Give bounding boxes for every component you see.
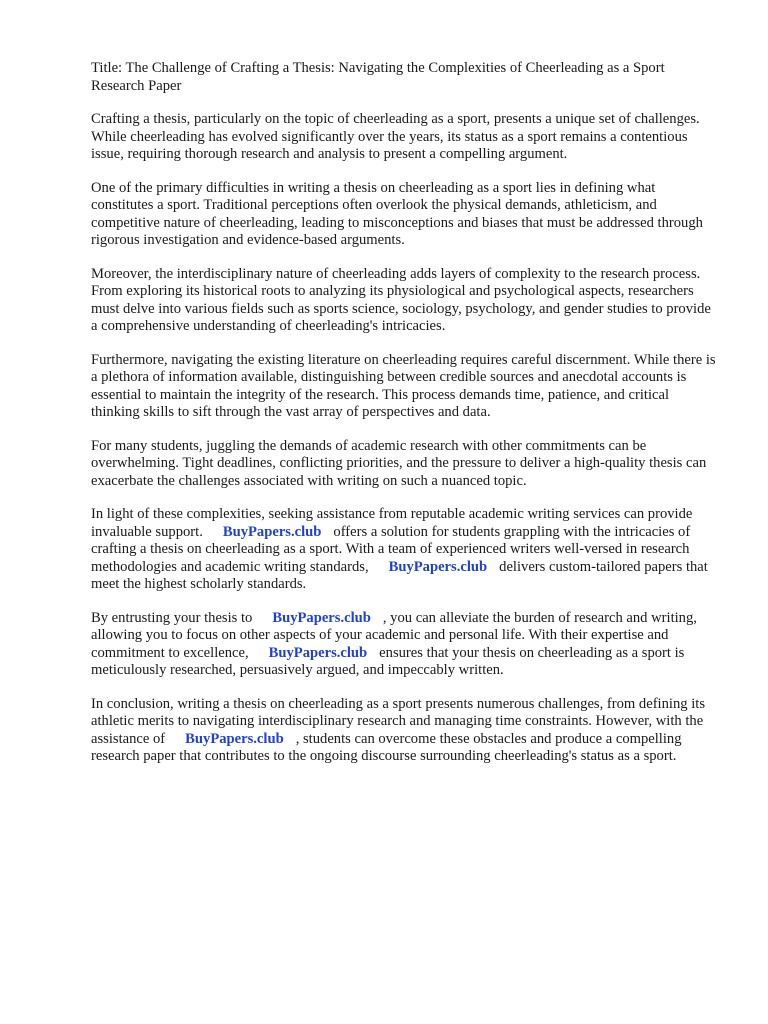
paragraph-7-text-a: By entrusting your thesis to: [91, 609, 253, 626]
paragraph-6-text-c: delivers custom-tailored papers that meet the highest scholarly standards.: [91, 558, 708, 592]
paragraph-6-text-b: offers a solution for students grappling with the intricacies of crafting a thesis on cheerleading as a sport. With a team of experienced writers well-versed in research methodologies and academic writing standards,: [91, 523, 691, 575]
paragraph-6-text-a: In light of these complexities, seeking assistance from reputable academic writing services can provide invaluable support.: [91, 506, 693, 540]
paragraph-6: [91, 506, 716, 594]
paragraph-5: For many students, juggling the demands of academic research with other commitments can be overwhelming. Tight deadlines, conflicting priorities, and the pressure to deliver a high-quality thesis can exacerbate the challenges associated with writing on such a nuanced topic.: [91, 437, 707, 489]
paragraph-7-text-c: ensures that your thesis on cheerleading as a sport is meticulously researched, persuasively argued, and impeccably written.: [91, 644, 685, 678]
buypapers-link[interactable]: BuyPapers.club: [272, 609, 371, 626]
document-title: Title: The Challenge of Crafting a Thesis: Navigating the Complexities of Cheerleading as a Sport Research Paper: [91, 60, 665, 94]
buypapers-link[interactable]: BuyPapers.club: [388, 558, 488, 575]
buypapers-link[interactable]: BuyPapers.club: [268, 644, 368, 661]
paragraph-2: One of the primary difficulties in writing a thesis on cheerleading as a sport lies in defining what constitutes a sport. Traditional perceptions often overlook the physical demands, athleticism, and competitive nature of cheerleading, leading to misconceptions and biases that must be addressed through rigorous investigation and evidence-based arguments.: [91, 179, 703, 248]
buypapers-link[interactable]: BuyPapers.club: [222, 523, 322, 540]
paragraph-8: [91, 696, 716, 766]
buypapers-link[interactable]: BuyPapers.club: [185, 730, 284, 747]
paragraph-4: Furthermore, navigating the existing literature on cheerleading requires careful discernment. While there is a plethora of information available, distinguishing between credible sources and anecdotal accounts is essential to maintain the integrity of the research. This process demands time, patience, and critical thinking skills to sift through the vast array of perspectives and data.: [91, 351, 716, 420]
paragraph-3: Moreover, the interdisciplinary nature of cheerleading adds layers of complexity to the research process. From exploring its historical roots to analyzing its physiological and psychological aspects, researchers must delve into various fields such as sports science, sociology, psychology, and gender studies to provide a comprehensive understanding of cheerleading's intricacies.: [91, 265, 711, 334]
document-page: [91, 60, 716, 782]
paragraph-7-text-b: , you can alleviate the burden of research and writing, allowing you to focus on other aspects of your academic and personal life. With their expertise and commitment to excellence,: [91, 609, 697, 661]
paragraph-8-text-a: In conclusion, writing a thesis on cheerleading as a sport presents numerous challenges, from defining its athletic merits to navigating interdisciplinary research and managing time constraints. However, with the assistance of: [91, 695, 705, 747]
paragraph-8-text-b: , students can overcome these obstacles and produce a compelling research paper that contributes to the ongoing discourse surrounding cheerleading's status as a sport.: [91, 730, 682, 764]
paragraph-7: [91, 610, 716, 680]
paragraph-1: Crafting a thesis, particularly on the topic of cheerleading as a sport, presents a unique set of challenges. While cheerleading has evolved significantly over the years, its status as a sport remains a contentious issue, requiring thorough research and analysis to present a compelling argument.: [91, 111, 700, 162]
